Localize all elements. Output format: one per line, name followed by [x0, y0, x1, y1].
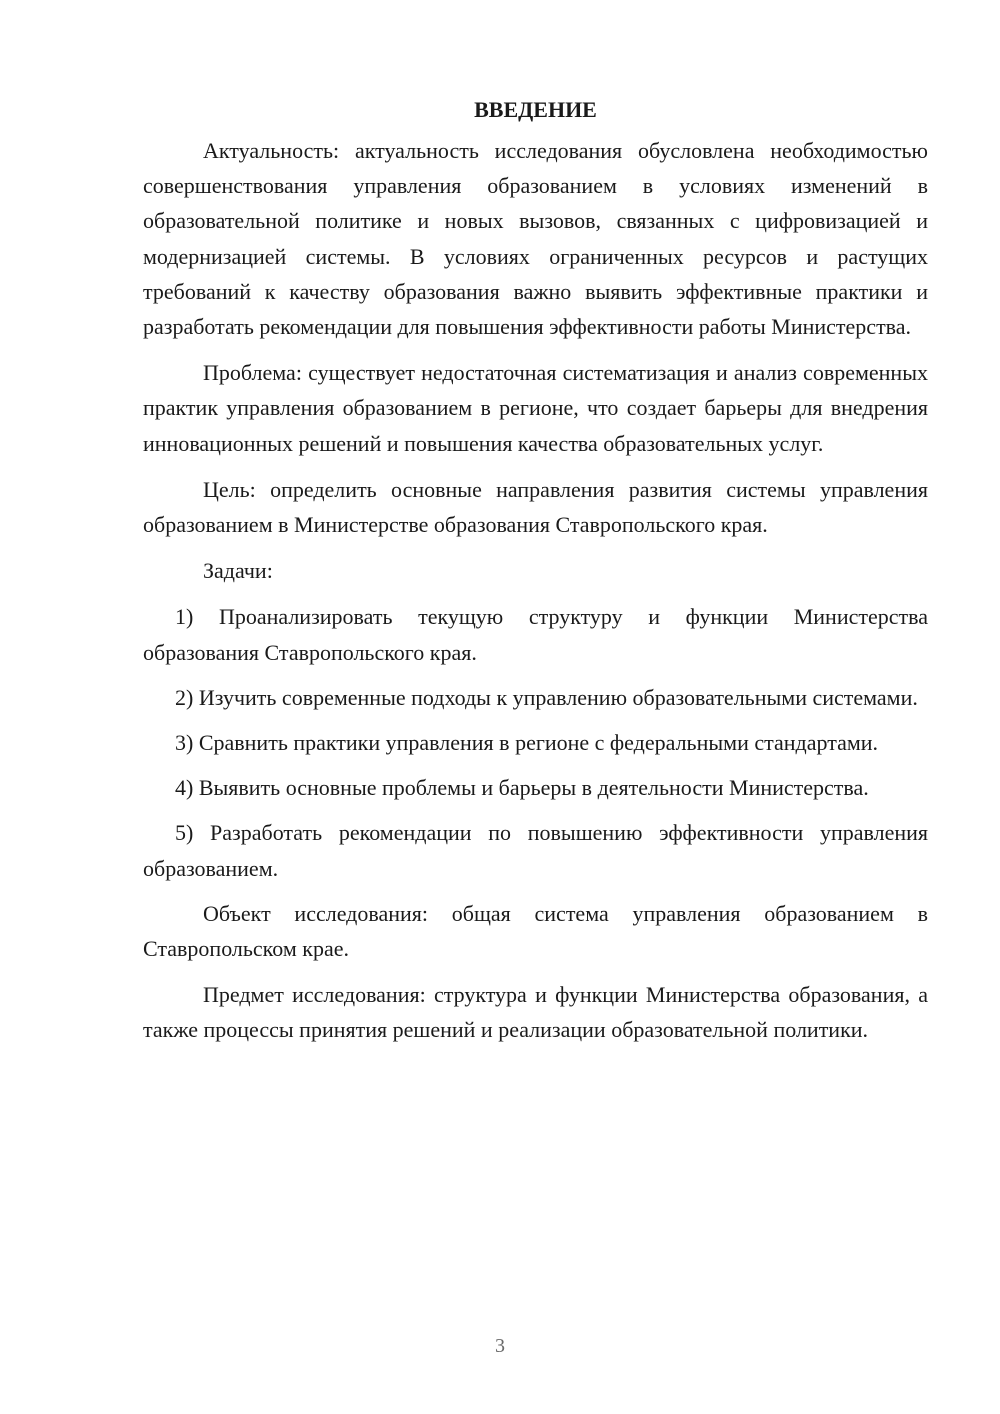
task-item: 4) Выявить основные проблемы и барьеры в деятельности Министерства.: [175, 775, 869, 801]
task-item: 1) Проанализировать текущую структуру и функции Министерства образования Ставропольского края.: [143, 604, 928, 665]
page-number: 3: [495, 1335, 505, 1357]
object-paragraph: Объект исследования: общая система управления образованием в Ставропольском крае.: [143, 900, 928, 962]
section-title: ВВЕДЕНИЕ: [474, 97, 597, 122]
problem-paragraph: Проблема: существует недостаточная систематизация и анализ современных практик управления образованием в регионе, что создает барьеры для внедрения инновационных решений и повышения качества образовательных услуг.: [143, 360, 928, 456]
task-item: 5) Разработать рекомендации по повышению эффективности управления образованием.: [143, 820, 928, 881]
relevance-paragraph: Актуальность: актуальность исследования обусловлена необходимостью совершенствования управления образованием в условиях изменений в образовательной политике и новых вызовов, связанных с цифровизацией и модернизацией системы. В условиях ограниченных ресурсов и растущих требований к качеству образования важно выявить эффективные практики и разработать рекомендации для повышения эффективности работы Министерства.: [143, 138, 928, 340]
task-item: 3) Сравнить практики управления в регионе с федеральными стандартами.: [175, 730, 879, 756]
task-item: 2) Изучить современные подходы к управлению образовательными системами.: [175, 684, 918, 710]
goal-paragraph: Цель: определить основные направления развития системы управления образованием в Министерстве образования Ставропольского края.: [143, 476, 928, 538]
subject-paragraph: Предмет исследования: структура и функции Министерства образования, а также процессы принятия решений и реализации образовательной политики.: [143, 982, 928, 1043]
tasks-label: Задачи:: [203, 558, 273, 584]
document-page: [143, 92, 928, 1059]
